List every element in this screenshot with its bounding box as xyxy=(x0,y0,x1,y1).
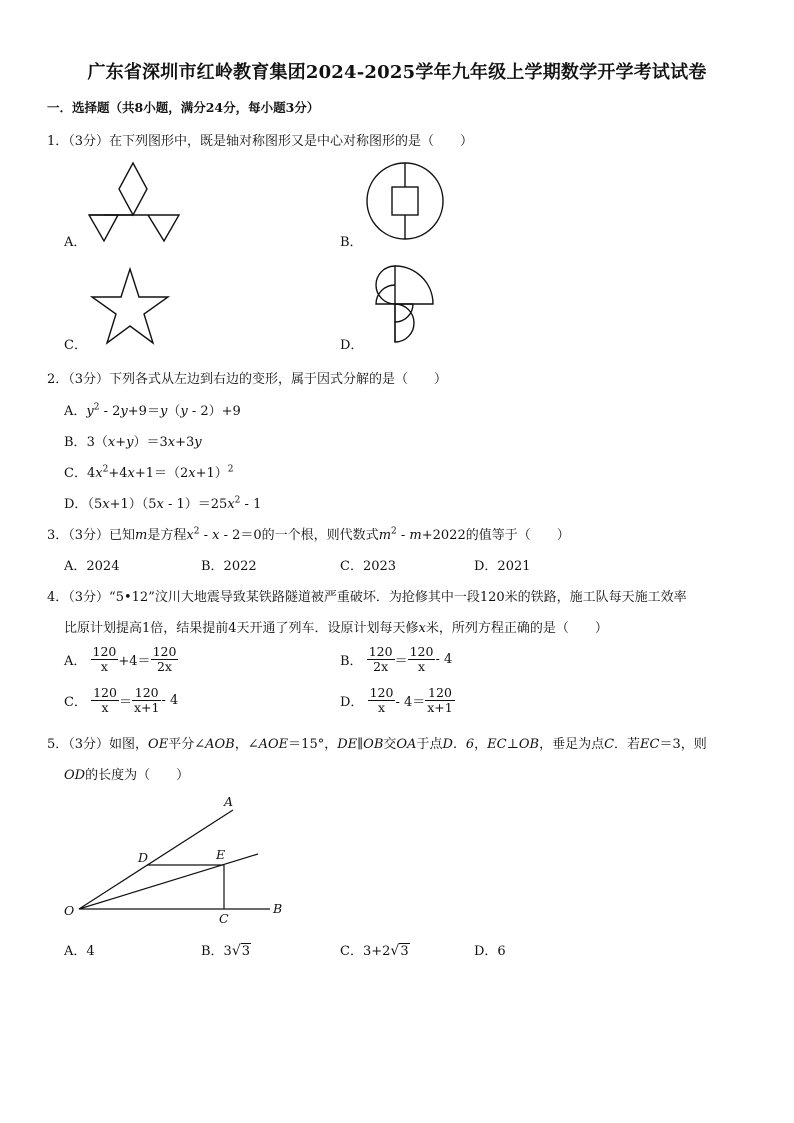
question-4-stem-line2: 比原计划提高1倍，结果提前4天开通了列车．设原计划每天修x米，所列方程正确的是（ ） xyxy=(64,621,608,636)
question-3-stem: 3．（3分）已知m是方程$x^2 - x - 2=0$的一个根，则代数式$m^2 - m+2022$的值等于（ ） xyxy=(47,526,570,543)
q1-option-b-label: B． xyxy=(340,235,363,250)
label-point-d: D xyxy=(138,850,149,865)
question-4-stem-line1: 4．（3分）“5•12”汶川大地震导致某铁路隧道被严重破坏．为抢修其中一段120米的铁路，施工队每天施工效率 xyxy=(47,590,687,605)
ray-oa xyxy=(79,810,233,909)
label-point-a: A xyxy=(224,794,234,809)
q1-option-a-label: A． xyxy=(64,235,87,250)
q1-option-c-label: C． xyxy=(64,338,87,353)
q4-option-c: C． $\frac{120}{x}$ ＝ $\frac{120}{x+1}$ - 4 xyxy=(64,685,179,715)
q5-option-a: A．4 xyxy=(64,944,95,959)
label-point-o: O xyxy=(64,903,75,918)
q5-geometry-figure xyxy=(60,790,300,930)
page-title: 广东省深圳市红岭教育集团2024-2025学年九年级上学期数学开学考试试卷 xyxy=(87,62,707,83)
q3-option-d: D．2021 xyxy=(474,559,531,574)
ray-oe xyxy=(79,854,258,909)
q4-option-d: D． $\frac{120}{x}$ - 4＝ $\frac{120}{x+1}$ xyxy=(340,685,453,715)
label-point-c: C xyxy=(219,911,229,926)
q2-option-b: B．3（x+y）＝3x+3y xyxy=(64,435,202,450)
q2-option-c: C．$4x^2+4x+1=(2x+1)^2$ xyxy=(64,464,234,481)
q1-option-d-figure xyxy=(364,262,450,348)
section-heading: 一．选择题（共8小题，满分24分，每小题3分） xyxy=(47,100,320,115)
q2-option-a: A．$y^2 - 2y+9=y(y - 2)+9$ xyxy=(64,402,241,419)
q4-option-a: A． $\frac{120}{x}$ +4＝ $\frac{120}{2x}$ xyxy=(64,644,177,674)
question-5-stem-line1: 5．（3分）如图，OE平分∠AOB，∠AOE＝15°，DE∥OB交OA于点D．6，EC⊥OB，垂足为点C．若EC＝3，则 xyxy=(47,737,707,752)
q1-option-c-figure xyxy=(88,266,172,348)
q1-option-b-figure xyxy=(363,159,449,245)
q4-option-b: B． $\frac{120}{2x}$ ＝ $\frac{120}{x}$ - 4 xyxy=(340,644,453,674)
question-2-stem: 2．（3分）下列各式从左边到右边的变形，属于因式分解的是（ ） xyxy=(47,372,448,387)
q3-option-c: C．2023 xyxy=(340,559,397,574)
question-5-stem-line2: OD的长度为（ ） xyxy=(64,768,190,783)
q3-option-a: A．2024 xyxy=(64,559,120,574)
question-1-stem: 1．（3分）在下列图形中，既是轴对称图形又是中心对称图形的是（ ） xyxy=(47,134,474,149)
q5-option-c: C．3+2√3 xyxy=(340,943,409,959)
q5-option-d: D．6 xyxy=(474,944,506,959)
label-point-e: E xyxy=(216,847,226,862)
q1-option-d-label: D． xyxy=(340,338,364,353)
q5-option-b: B．3√3 xyxy=(201,943,251,959)
label-point-b: B xyxy=(273,901,283,916)
q1-option-a-figure xyxy=(85,160,185,245)
q2-option-d: D．$(5x+1)(5x - 1)=25x^2 - 1$ xyxy=(64,495,262,512)
q3-option-b: B．2022 xyxy=(201,559,257,574)
